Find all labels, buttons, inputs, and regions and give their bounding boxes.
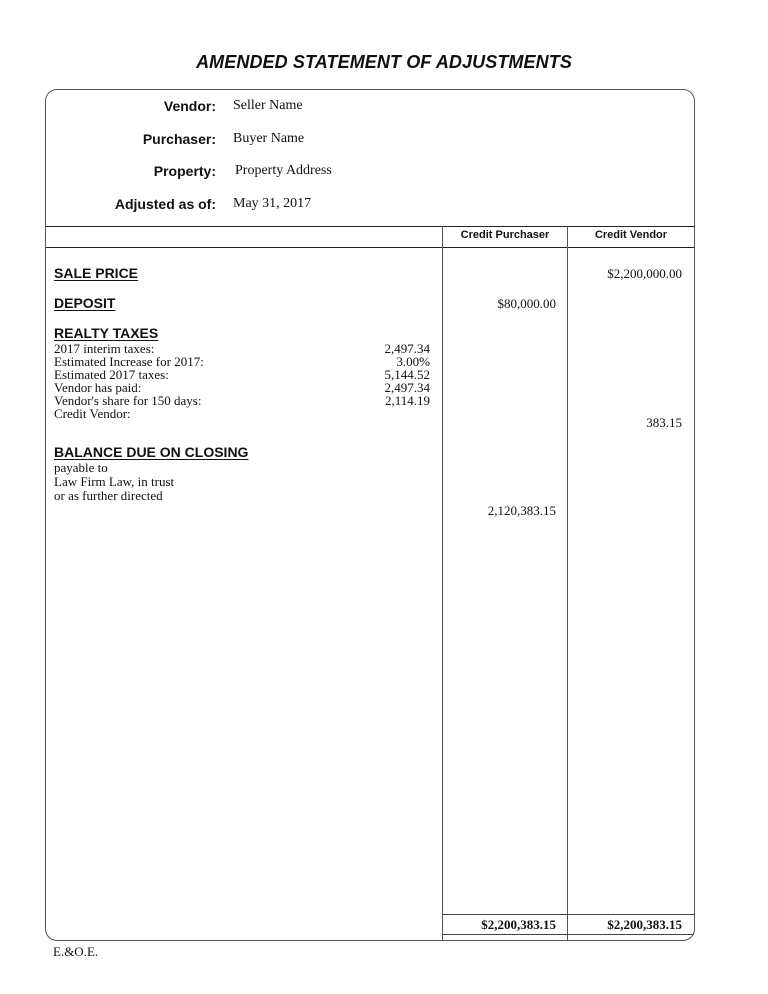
column-header-credit-vendor: Credit Vendor [594, 229, 668, 241]
column-divider-vendor [567, 226, 568, 940]
statement-box [45, 89, 695, 941]
eoe-note: E.&O.E. [53, 944, 99, 959]
column-header-credit-purchaser: Credit Purchaser [460, 229, 550, 241]
balance-line: payable to [54, 460, 108, 475]
column-divider-purchaser [442, 226, 443, 940]
total-credit-vendor: $2,200,383.15 [607, 917, 682, 932]
tax-item-label: Vendor's share for 150 days: [54, 393, 202, 408]
header-top-divider [46, 226, 694, 227]
tax-item-value: 2,497.34 [384, 341, 430, 356]
header-bottom-divider [46, 247, 694, 248]
purchaser-label: Purchaser: [142, 131, 216, 147]
realty-taxes-credit-vendor: 383.15 [646, 415, 682, 430]
tax-item-value: 2,114.19 [384, 393, 430, 408]
adjusted-label: Adjusted as of: [114, 196, 216, 212]
document-title: AMENDED STATEMENT OF ADJUSTMENTS [196, 52, 572, 72]
balance-due-credit-purchaser: 2,120,383.15 [487, 503, 556, 518]
tax-item-label: Estimated 2017 taxes: [54, 367, 169, 382]
vendor-value: Seller Name [233, 98, 303, 113]
tax-item-value: 3.00% [396, 354, 430, 369]
property-value: Property Address [235, 163, 332, 178]
deposit-credit-purchaser: $80,000.00 [497, 296, 556, 311]
adjusted-value: May 31, 2017 [233, 196, 312, 211]
tax-item-label: Credit Vendor: [54, 406, 131, 421]
section-heading-realty-taxes: REALTY TAXES [54, 325, 159, 341]
purchaser-value: Buyer Name [233, 131, 305, 146]
tax-item-value: 2,497.34 [384, 380, 430, 395]
totals-bottom-divider [442, 934, 694, 935]
sale-price-credit-vendor: $2,200,000.00 [607, 266, 682, 281]
section-heading-balance-due: BALANCE DUE ON CLOSING [54, 444, 249, 460]
property-label: Property: [153, 163, 216, 179]
section-heading-sale-price: SALE PRICE [54, 265, 139, 281]
totals-top-divider [442, 914, 694, 915]
adjusted-row [46, 195, 446, 215]
tax-item-label: 2017 interim taxes: [54, 341, 155, 356]
purchaser-row [46, 130, 446, 150]
tax-item-label: Estimated Increase for 2017: [54, 354, 204, 369]
total-credit-purchaser: $2,200,383.15 [481, 917, 556, 932]
balance-line: or as further directed [54, 488, 163, 503]
balance-line: Law Firm Law, in trust [54, 474, 175, 489]
vendor-label: Vendor: [163, 98, 216, 114]
tax-item-label: Vendor has paid: [54, 380, 142, 395]
vendor-row [46, 97, 446, 117]
property-row [46, 162, 446, 182]
tax-item-value: 5,144.52 [384, 367, 430, 382]
section-heading-deposit: DEPOSIT [54, 295, 116, 311]
